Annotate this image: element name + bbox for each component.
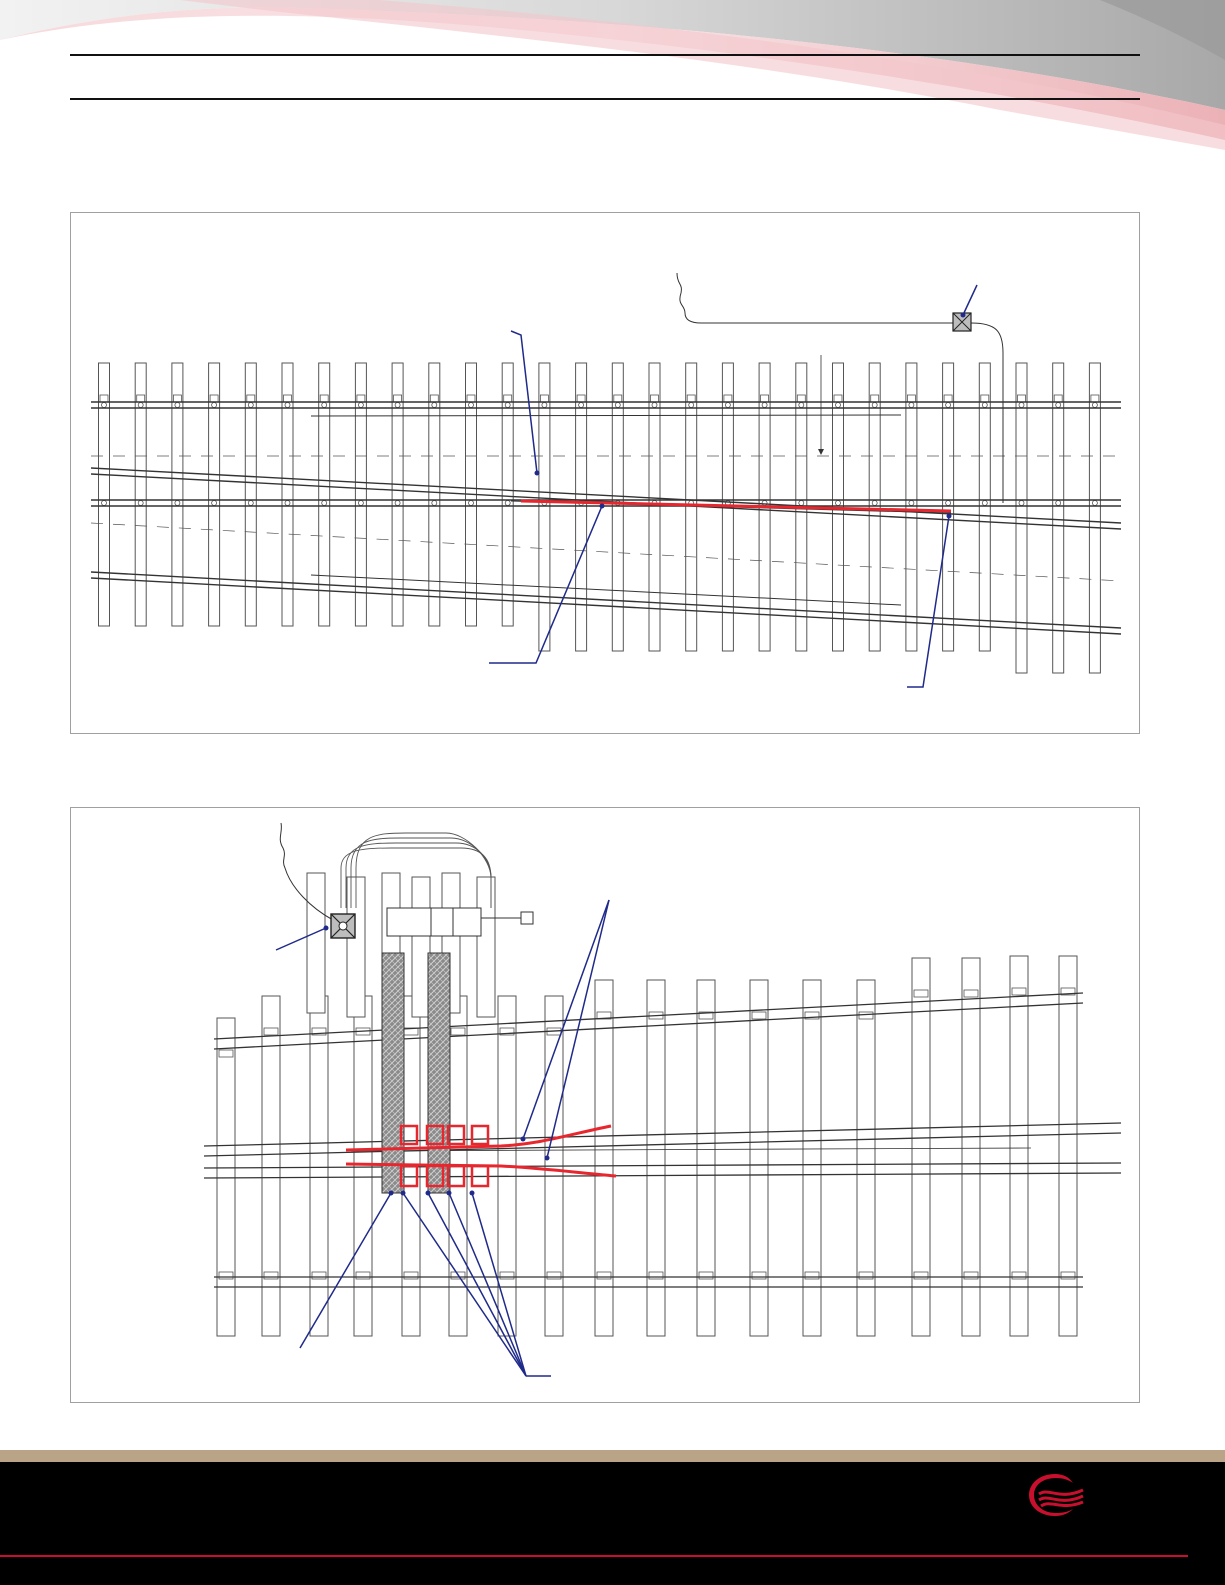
callout-dot <box>401 1191 406 1196</box>
header-rule-top <box>70 54 1140 56</box>
tie <box>595 980 613 1336</box>
top-view-panel <box>70 212 1140 734</box>
tie-plate <box>284 395 292 402</box>
tall-tie <box>307 873 325 1013</box>
tie-plate <box>320 395 328 402</box>
tie-plate <box>597 1272 611 1279</box>
callout-dot <box>324 926 329 931</box>
switch-motor-right <box>428 953 450 1193</box>
tie <box>979 363 990 651</box>
tie-plate <box>312 1272 326 1279</box>
tie-plate <box>761 395 769 402</box>
tie-plate <box>752 1012 766 1019</box>
tie-plate <box>1018 395 1026 402</box>
callout-dot <box>521 1137 526 1142</box>
tie <box>612 363 623 651</box>
tie <box>262 996 280 1336</box>
motor-cap <box>453 908 481 936</box>
detail-view-panel <box>70 807 1140 1403</box>
tie-plate <box>173 395 181 402</box>
tie-plate <box>264 1028 278 1035</box>
tie-plate <box>264 1272 278 1279</box>
callout-line <box>963 285 977 315</box>
wave-logo-icon <box>1025 1470 1087 1520</box>
footer-red-line <box>0 1555 1188 1557</box>
callout-dot <box>961 313 966 318</box>
dimension-arrowhead <box>818 449 824 455</box>
tie <box>576 363 587 651</box>
callout-dot <box>947 514 952 519</box>
tie-plate <box>404 1272 418 1279</box>
tie <box>354 996 372 1336</box>
callout-dot <box>426 1191 431 1196</box>
tie <box>750 980 768 1336</box>
wire <box>677 273 956 323</box>
callout-dot <box>447 1191 452 1196</box>
tie-plate <box>1061 1272 1075 1279</box>
motor-cap <box>431 908 455 936</box>
tie-plate <box>467 395 475 402</box>
tie-plate <box>430 395 438 402</box>
tie-plate <box>859 1012 873 1019</box>
tie <box>803 980 821 1336</box>
tie-plate <box>907 395 915 402</box>
tie-plate <box>219 1050 233 1057</box>
tie-plate <box>964 990 978 997</box>
top-view-track <box>91 273 1121 687</box>
callout-dot <box>535 471 540 476</box>
tie-plate <box>356 1272 370 1279</box>
tie-plate <box>577 395 585 402</box>
tie-plate <box>540 395 548 402</box>
tie-plate <box>137 395 145 402</box>
tie-plate <box>651 395 659 402</box>
header-banner <box>0 0 1225 150</box>
tie-plate <box>752 1272 766 1279</box>
tie-plate <box>394 395 402 402</box>
tie <box>869 363 880 651</box>
tie-plate <box>649 1272 663 1279</box>
tie-plate <box>981 395 989 402</box>
tall-tie <box>477 877 495 1017</box>
tie-plate <box>500 1272 514 1279</box>
tie-plate <box>687 395 695 402</box>
tie-plate <box>614 395 622 402</box>
tie <box>217 1018 235 1336</box>
turnout-top-view-diagram <box>71 213 1139 733</box>
callout-dot <box>389 1191 394 1196</box>
tie-plate <box>451 1028 465 1035</box>
tie-plate <box>357 395 365 402</box>
tie-plate <box>859 1272 873 1279</box>
tie <box>943 363 954 651</box>
tie-plate <box>247 395 255 402</box>
detail-view-track <box>204 823 1121 1376</box>
tie <box>539 363 550 651</box>
tie-plate <box>504 395 512 402</box>
tie-plate <box>1012 988 1026 995</box>
tie-plate <box>699 1272 713 1279</box>
header-rule-bottom <box>70 98 1140 100</box>
callout-dot <box>545 1156 550 1161</box>
footer-tan-stripe <box>0 1450 1225 1462</box>
tie <box>857 980 875 1336</box>
tie-plate <box>914 1272 928 1279</box>
tie-plate <box>210 395 218 402</box>
tie-plate <box>1012 1272 1026 1279</box>
turnout-detail-view-diagram <box>71 808 1139 1402</box>
tie-plate <box>724 395 732 402</box>
tie-plate <box>1054 395 1062 402</box>
tie <box>647 980 665 1336</box>
tie <box>310 996 328 1336</box>
tie <box>686 363 697 651</box>
tie <box>906 363 917 651</box>
switch-motor-left <box>382 953 404 1193</box>
tie-plate <box>797 395 805 402</box>
tie-plate <box>219 1272 233 1279</box>
tie-plate <box>914 990 928 997</box>
tie-plate <box>964 1272 978 1279</box>
tall-tie <box>412 877 430 1017</box>
tie-plate <box>805 1272 819 1279</box>
motor-cap <box>387 908 431 936</box>
tie <box>1053 363 1064 673</box>
tie-plate <box>944 395 952 402</box>
tie-plate <box>547 1272 561 1279</box>
tie <box>697 980 715 1336</box>
tie-plate <box>100 395 108 402</box>
callout-dot <box>600 504 605 509</box>
tie-plate <box>871 395 879 402</box>
callout-dot <box>470 1191 475 1196</box>
tie-plate <box>1091 395 1099 402</box>
throw-rod-end <box>521 912 533 924</box>
highlight-contact <box>472 1126 488 1144</box>
junction-box-center <box>339 922 347 930</box>
tie-plate <box>834 395 842 402</box>
